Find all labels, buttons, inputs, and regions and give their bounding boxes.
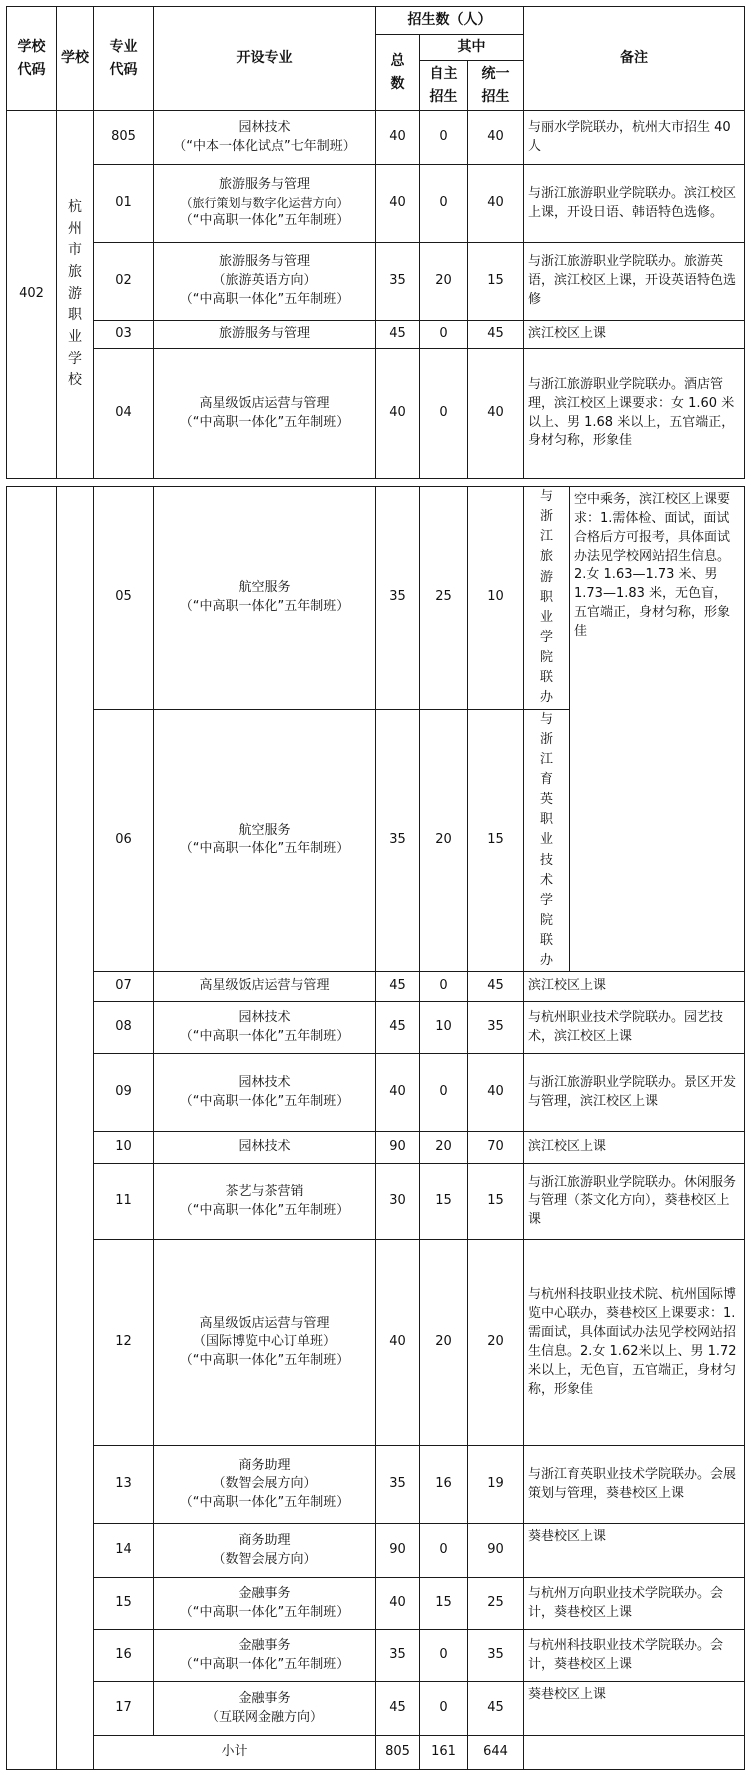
major-name-line: 旅游服务与管理 [218,176,310,192]
major-name-cell [154,1002,376,1054]
major-name-cell [154,1132,376,1164]
major-code-cell: 16 [94,1630,154,1682]
self-cell: 16 [420,1446,468,1524]
school-code-blank [7,487,57,1770]
major-code-cell: 15 [94,1578,154,1630]
major-name-line: 茶艺与茶营销 [225,1184,304,1200]
remark-cell: 与杭州职业技术学院联办。园艺技术，滨江校区上课 [524,1002,745,1054]
major-name-cell [154,165,376,243]
remark-cell: 与浙江旅游职业学院联办。旅游英语，滨江校区上课，开设英语特色选修 [524,243,745,321]
unified-cell: 25 [468,1578,524,1630]
remark-cell: 葵巷校区上课 [524,1682,745,1736]
self-cell: 0 [420,1054,468,1132]
table-row [7,1578,745,1630]
major-name-line: 旅游服务与管理 [218,254,310,270]
major-name-line: （“中高职一体化”五年制班） [179,1495,350,1511]
total-cell: 40 [376,111,420,165]
total-cell: 90 [376,1524,420,1578]
header-school: 学校 [57,7,94,111]
self-cell: 20 [420,1132,468,1164]
table-row [7,243,745,321]
self-cell: 0 [420,972,468,1002]
unified-cell: 35 [468,1630,524,1682]
major-code-cell: 06 [94,709,154,972]
major-name-cell [154,1164,376,1240]
major-name-cell [154,1240,376,1446]
partner-cell: 与 浙 江 育 英 职 业 技 术 学 院 联 办 [524,709,570,972]
table-row [7,111,745,165]
table-row [7,1682,745,1736]
total-cell: 35 [376,1630,420,1682]
self-cell: 0 [420,1682,468,1736]
self-cell: 25 [420,487,468,710]
table-row [7,1002,745,1054]
major-name-line: 金融事务 [238,1638,291,1654]
header-major: 开设专业 [154,7,376,111]
major-name-cell [154,487,376,710]
major-name-cell [154,1524,376,1578]
major-name-cell [154,1630,376,1682]
total-cell: 45 [376,972,420,1002]
remark-cell: 与浙江旅游职业学院联办。滨江校区上课，开设日语、韩语特色选修。 [524,165,745,243]
major-name-line: （“中高职一体化”五年制班） [179,414,350,430]
subtotal-row [7,1736,745,1770]
total-cell: 40 [376,165,420,243]
self-cell: 0 [420,349,468,479]
major-name-line: 高星级饭店运营与管理 [199,1315,330,1331]
self-cell: 20 [420,1240,468,1446]
self-cell: 15 [420,1164,468,1240]
major-name-line: （“中高职一体化”五年制班） [179,213,350,229]
major-name-line: （“中高职一体化”五年制班） [179,1656,350,1672]
major-name-line: 金融事务 [238,1691,291,1707]
remark-cell: 与浙江旅游职业学院联办。休闲服务与管理（茶文化方向），葵巷校区上课 [524,1164,745,1240]
major-code-cell: 17 [94,1682,154,1736]
table-row [7,972,745,1002]
major-name-line: （数智会展方向） [212,1476,317,1492]
self-cell: 0 [420,1524,468,1578]
major-name-cell [154,1682,376,1736]
header-school-code: 学校 代码 [7,7,57,111]
header-unified: 统一 招生 [468,61,524,111]
unified-cell: 45 [468,972,524,1002]
unified-cell: 35 [468,1002,524,1054]
major-name-line: （“中高职一体化”五年制班） [179,1604,350,1620]
major-name-cell [154,243,376,321]
unified-cell: 70 [468,1132,524,1164]
major-name-cell [154,111,376,165]
self-cell: 0 [420,165,468,243]
unified-cell: 40 [468,349,524,479]
major-name-cell [154,972,376,1002]
major-name-line: （旅游英语方向） [212,273,317,289]
header-remark: 备注 [524,7,745,111]
major-name-line: （“中高职一体化”五年制班） [179,1353,350,1369]
total-cell: 35 [376,1446,420,1524]
remark-cell: 与杭州科技职业技术院、杭州国际博览中心联办，葵巷校区上课要求：1. 需面试，具体面试办法见学校网站招生信息。2.女 1.62米以上、男 1.72 米以上，无色盲，五官端正，身材匀称，形象佳 [524,1240,745,1446]
table-row [7,1524,745,1578]
unified-cell: 45 [468,321,524,349]
major-name-line: （国际博览中心订单班） [192,1334,336,1350]
table-row [7,487,745,710]
major-name-line: （旅行策划与数字化运营方向） [180,195,349,210]
enrollment-table-part2 [6,486,745,1770]
major-code-cell: 04 [94,349,154,479]
table-row [7,1054,745,1132]
major-name-line: （“中高职一体化”五年制班） [179,1202,350,1218]
major-name-line: （互联网金融方向） [205,1709,323,1725]
major-name-line: （“中高职一体化”五年制班） [179,291,350,307]
major-code-cell: 08 [94,1002,154,1054]
major-code-cell: 14 [94,1524,154,1578]
major-name-cell [154,1054,376,1132]
unified-cell: 15 [468,709,524,972]
self-cell: 10 [420,1002,468,1054]
major-name-line: 园林技术 [238,1075,291,1091]
major-code-cell: 03 [94,321,154,349]
partner-cell: 与 浙 江 旅 游 职 业 学 院 联 办 [524,487,570,710]
remark-cell: 与浙江旅游职业学院联办。景区开发与管理，滨江校区上课 [524,1054,745,1132]
unified-cell: 40 [468,111,524,165]
total-cell: 40 [376,1578,420,1630]
major-name-line: 商务助理 [238,1457,291,1473]
major-name-line: 园林技术 [238,1010,291,1026]
self-cell: 0 [420,1630,468,1682]
remark-cell: 滨江校区上课 [524,1132,745,1164]
subtotal-label: 小计 [94,1736,376,1770]
header-total: 总 数 [376,35,420,111]
major-code-cell: 09 [94,1054,154,1132]
table-row [7,1164,745,1240]
unified-cell: 20 [468,1240,524,1446]
remark-cell: 与浙江旅游职业学院联办。酒店管理，滨江校区上课要求：女 1.60 米以上、男 1.68 米以上，五官端正，身材匀称，形象佳 [524,349,745,479]
unified-cell: 15 [468,243,524,321]
major-code-cell: 11 [94,1164,154,1240]
total-cell: 45 [376,1002,420,1054]
unified-cell: 15 [468,1164,524,1240]
remark-cell: 与杭州万向职业技术学院联办。会计，葵巷校区上课 [524,1578,745,1630]
table-row [7,349,745,479]
header-enroll: 招生数（人） [376,7,524,35]
school-name-cell: 杭 州 市 旅 游 职 业 学 校 [57,111,94,479]
major-name-line: （“中高职一体化”五年制班） [179,1028,350,1044]
remark-cell: 葵巷校区上课 [524,1524,745,1578]
major-name-cell [154,321,376,349]
self-cell: 15 [420,1578,468,1630]
subtotal-total: 805 [376,1736,420,1770]
major-code-cell: 02 [94,243,154,321]
self-cell: 0 [420,321,468,349]
major-name-line: （“中高职一体化”五年制班） [179,1093,350,1109]
subtotal-unified: 644 [468,1736,524,1770]
total-cell: 35 [376,243,420,321]
major-code-cell: 07 [94,972,154,1002]
school-name-blank [57,487,94,1770]
remark-cell: 滨江校区上课 [524,972,745,1002]
major-name-line: 旅游服务与管理 [218,326,310,342]
major-name-line: 航空服务 [238,579,291,595]
major-code-cell: 805 [94,111,154,165]
major-name-line: （“中高职一体化”五年制班） [179,598,350,614]
major-name-cell [154,1578,376,1630]
self-cell: 20 [420,243,468,321]
major-name-line: （“中高职一体化”五年制班） [179,841,350,857]
table-row [7,1132,745,1164]
total-cell: 40 [376,349,420,479]
major-name-line: 高星级饭店运营与管理 [199,978,330,994]
unified-cell: 19 [468,1446,524,1524]
header-among: 其中 [420,35,524,61]
total-cell: 45 [376,321,420,349]
major-name-line: 金融事务 [238,1586,291,1602]
major-code-cell: 05 [94,487,154,710]
unified-cell: 90 [468,1524,524,1578]
subtotal-remark-blank [524,1736,745,1770]
major-name-cell [154,1446,376,1524]
remark-cell: 与丽水学院联办，杭州大市招生 40 人 [524,111,745,165]
total-cell: 40 [376,1240,420,1446]
total-cell: 40 [376,1054,420,1132]
major-code-cell: 12 [94,1240,154,1446]
major-name-cell [154,349,376,479]
major-name-line: 商务助理 [238,1533,291,1549]
table-row [7,165,745,243]
remark-cell: 滨江校区上课 [524,321,745,349]
unified-cell: 10 [468,487,524,710]
major-name-line: （“中本一体化试点”七年制班） [173,138,356,154]
major-name-line: 园林技术 [238,1139,291,1155]
major-name-line: 航空服务 [238,822,291,838]
header-major-code: 专业 代码 [94,7,154,111]
unified-cell: 40 [468,165,524,243]
unified-cell: 45 [468,1682,524,1736]
total-cell: 35 [376,709,420,972]
major-code-cell: 10 [94,1132,154,1164]
self-cell: 20 [420,709,468,972]
total-cell: 35 [376,487,420,710]
table-row [7,1630,745,1682]
table-row [7,1446,745,1524]
aviation-remark-cell: 空中乘务，滨江校区上课要求：1.需体检、面试，面试合格后方可报考，具体面试办法见学校网站招生信息。2.女 1.63—1.73 米、男 1.73—1.83 米，无色盲，五官端正，身材匀称，形象佳 [570,487,745,972]
header-self: 自主 招生 [420,61,468,111]
self-cell: 0 [420,111,468,165]
table-row [7,1240,745,1446]
major-name-line: 高星级饭店运营与管理 [199,395,330,411]
major-name-line: 园林技术 [238,119,291,135]
major-code-cell: 01 [94,165,154,243]
total-cell: 90 [376,1132,420,1164]
unified-cell: 40 [468,1054,524,1132]
table-row [7,321,745,349]
major-name-line: （数智会展方向） [212,1551,317,1567]
major-code-cell: 13 [94,1446,154,1524]
remark-cell: 与杭州科技职业技术学院联办。会计，葵巷校区上课 [524,1630,745,1682]
total-cell: 45 [376,1682,420,1736]
remark-cell: 与浙江育英职业技术学院联办。会展策划与管理，葵巷校区上课 [524,1446,745,1524]
subtotal-self: 161 [420,1736,468,1770]
total-cell: 30 [376,1164,420,1240]
major-name-cell [154,709,376,972]
school-code-cell: 402 [7,111,57,479]
enrollment-table-part1 [6,6,745,479]
